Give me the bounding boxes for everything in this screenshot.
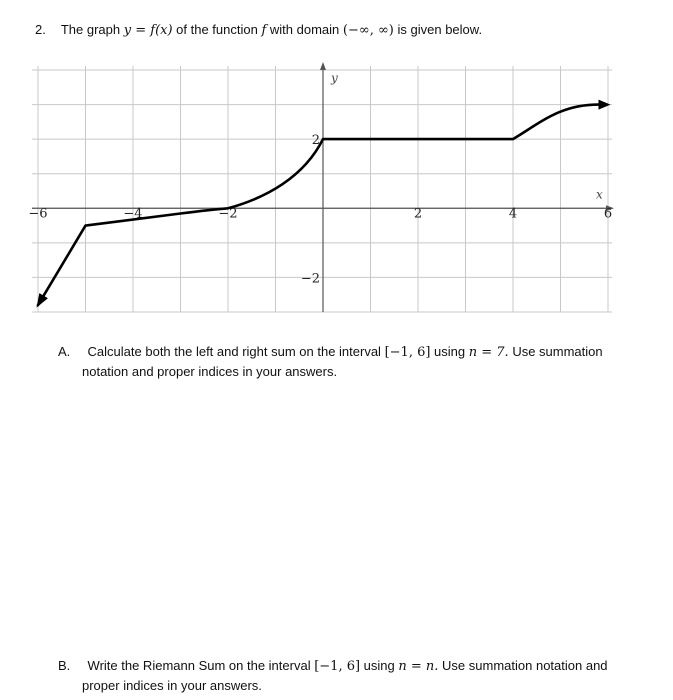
x-tick-label: −6 bbox=[28, 206, 48, 222]
x-tick-label: 4 bbox=[508, 206, 518, 222]
problem-text-1: The graph bbox=[60, 22, 121, 37]
problem-text-3: with domain bbox=[269, 22, 340, 37]
part-a-line-1 bbox=[58, 343, 603, 361]
tick-labels bbox=[28, 133, 612, 286]
problem-equation: y = f(x) bbox=[123, 23, 173, 38]
part-a-text-1: Calculate both the left and right sum on the interval bbox=[87, 344, 381, 359]
part-a-label: A. bbox=[58, 344, 71, 359]
y-axis-arrow bbox=[320, 62, 326, 70]
part-b-text-1: Write the Riemann Sum on the interval bbox=[87, 658, 311, 673]
y-tick-label: −2 bbox=[300, 271, 320, 287]
grid-horizontal bbox=[32, 70, 612, 312]
function-graph bbox=[28, 62, 618, 320]
problem-text-4: is given below. bbox=[397, 22, 483, 37]
part-a-text-2: using bbox=[434, 344, 466, 359]
part-a-line-2: notation and proper indices in your answers. bbox=[82, 364, 338, 379]
part-b-label: B. bbox=[58, 658, 71, 673]
part-b-text-2: using bbox=[363, 658, 395, 673]
part-b-n: n = n. bbox=[398, 659, 439, 674]
part-a-n: n = 7. bbox=[468, 345, 509, 360]
x-axis-label: x bbox=[596, 187, 603, 202]
problem-text-2: of the function bbox=[176, 22, 258, 37]
problem-number: 2. bbox=[35, 22, 46, 37]
part-b-text-3: Use summation notation and bbox=[442, 658, 608, 673]
part-b-interval: [−1, 6] bbox=[314, 659, 361, 674]
part-a-text-3: Use summation bbox=[512, 344, 603, 359]
part-b-line-1 bbox=[58, 657, 608, 675]
x-tick-label: −4 bbox=[123, 206, 143, 222]
part-b-line-2: proper indices in your answers. bbox=[82, 678, 262, 693]
part-a-interval: [−1, 6] bbox=[384, 345, 431, 360]
y-tick-label: 2 bbox=[311, 133, 320, 149]
problem-function-name: f bbox=[261, 23, 267, 38]
curve-arrow-right bbox=[599, 100, 611, 110]
y-axis-label: y bbox=[331, 71, 338, 85]
x-tick-label: 2 bbox=[413, 206, 423, 222]
problem-statement bbox=[35, 21, 482, 39]
graph-svg bbox=[28, 62, 618, 320]
axes bbox=[32, 62, 614, 312]
problem-domain: (−∞, ∞) bbox=[342, 23, 394, 38]
x-tick-label: −2 bbox=[218, 206, 238, 222]
x-tick-label: 6 bbox=[603, 206, 613, 222]
